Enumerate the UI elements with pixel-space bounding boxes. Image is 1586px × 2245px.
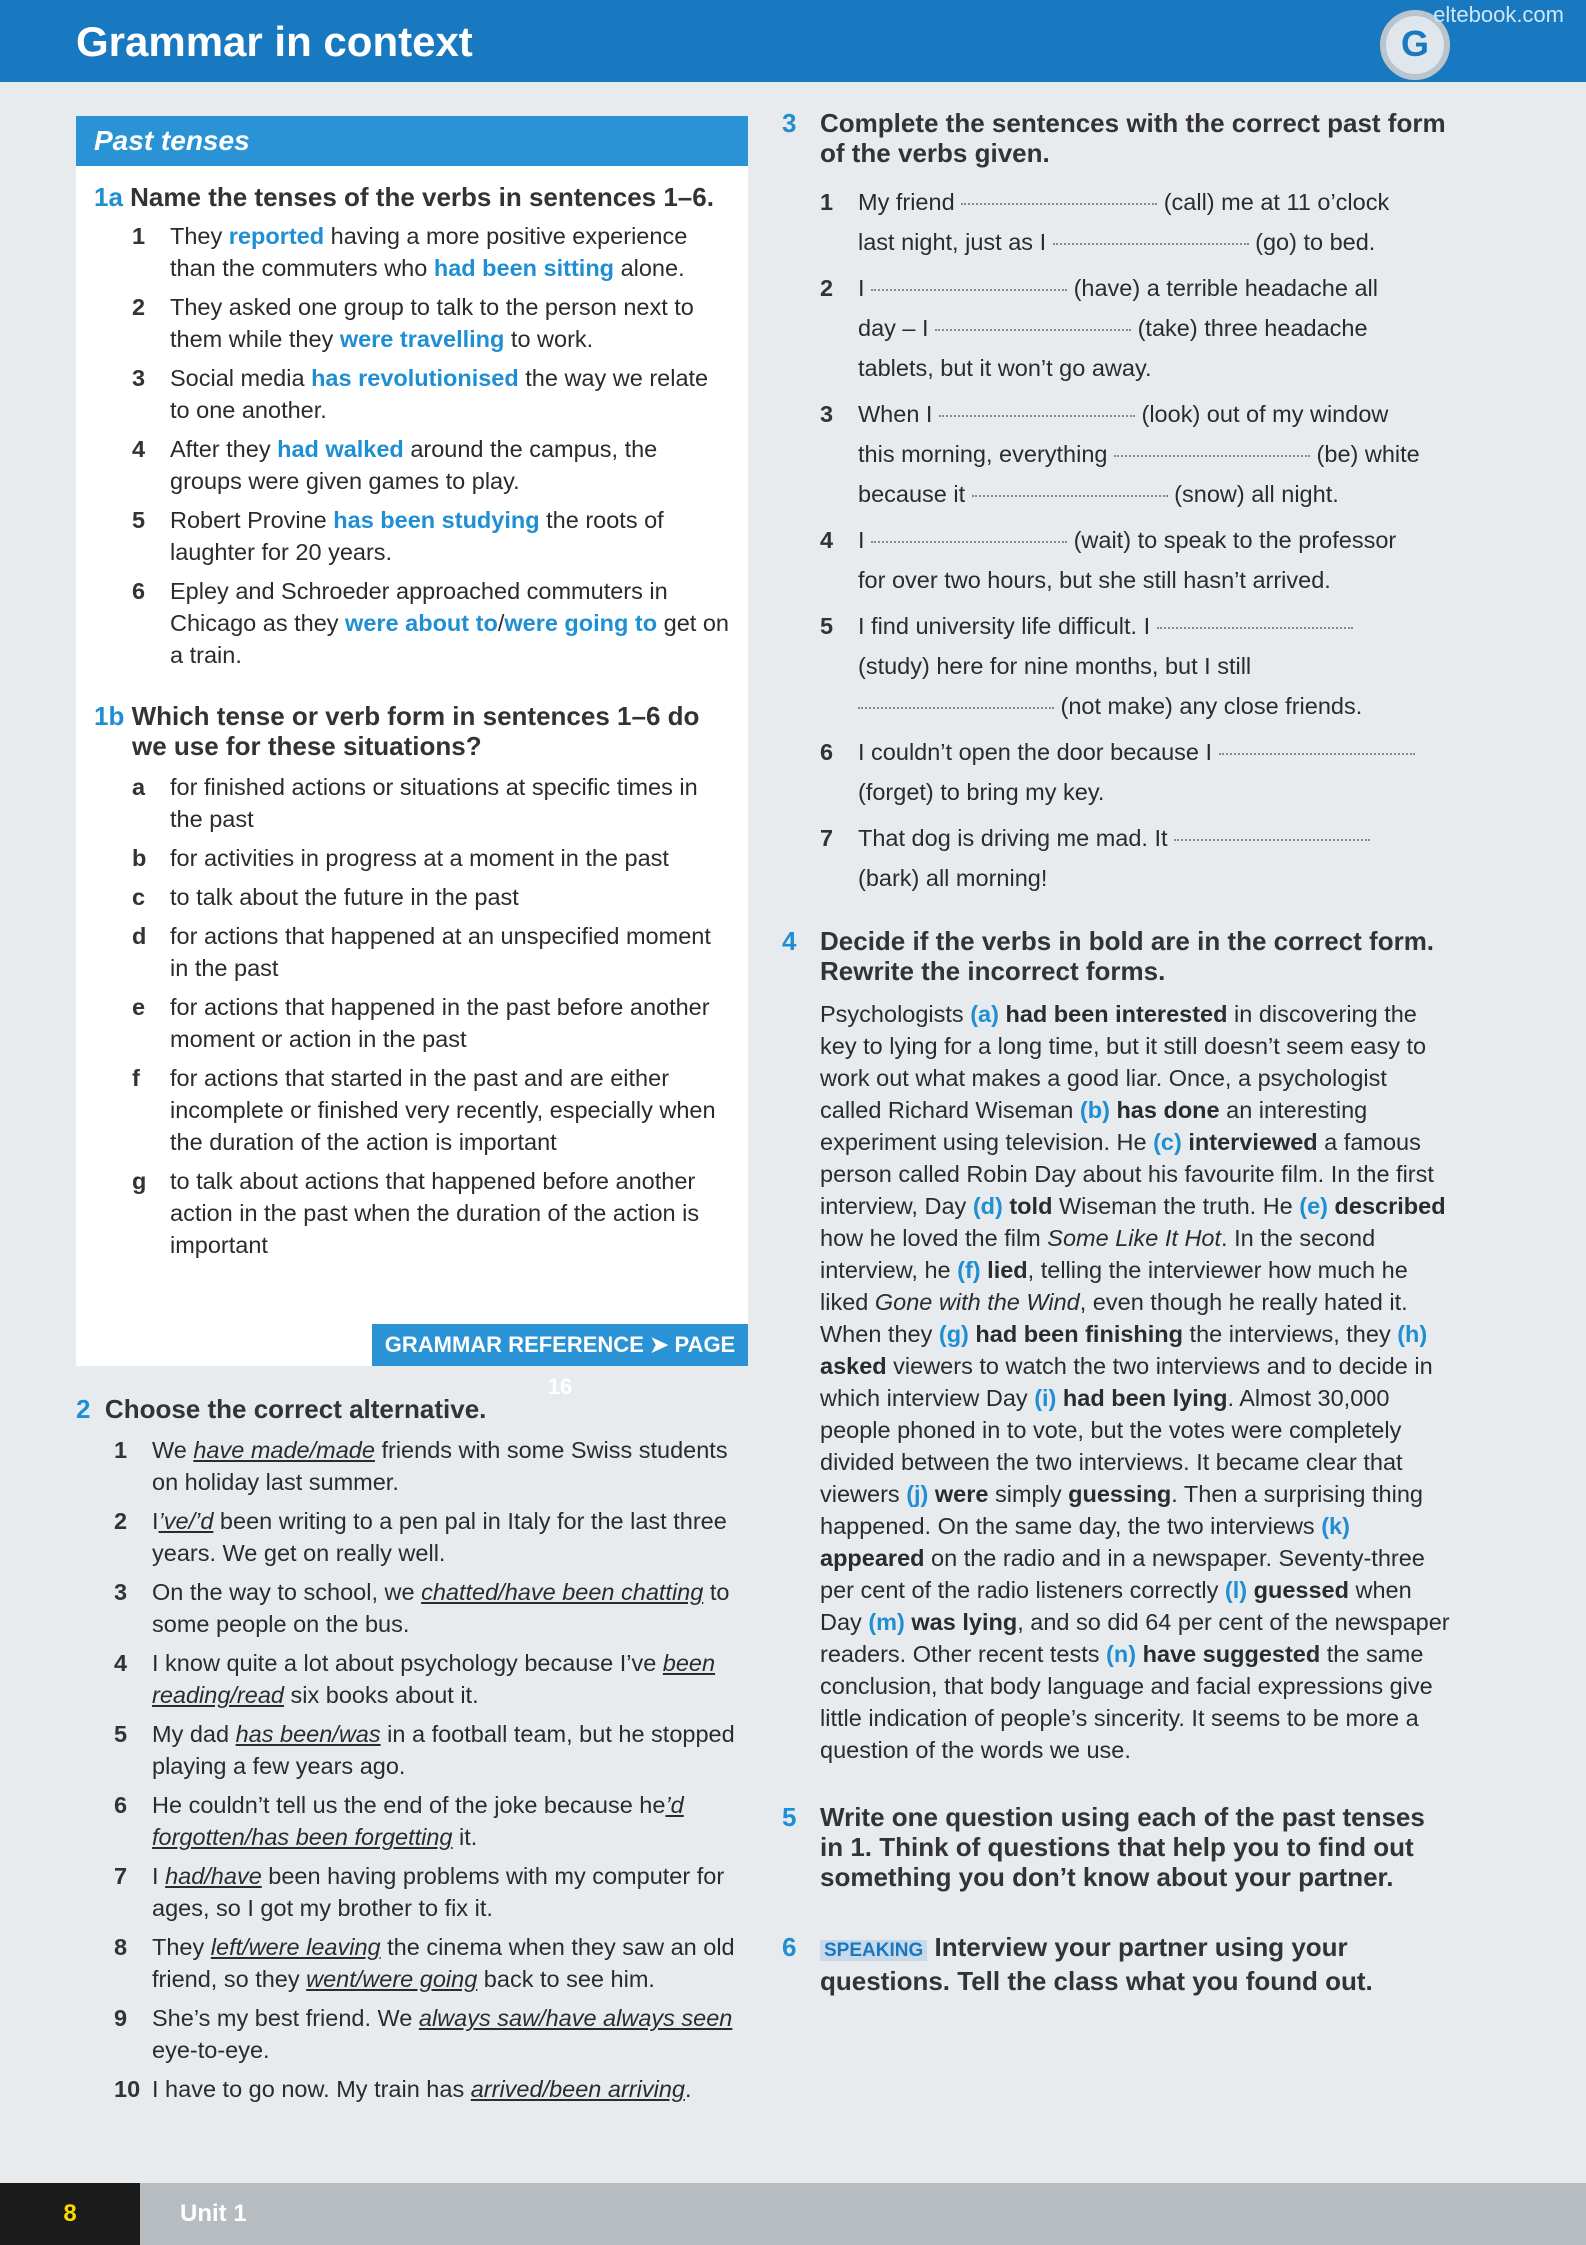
list-item: 5 I find university life difficult. I (study) here for nine months, but I still (not make) any close friends.	[820, 613, 1363, 719]
answer-blank[interactable]	[1157, 626, 1353, 629]
answer-blank[interactable]	[858, 706, 1054, 709]
exercise-1b-heading	[94, 701, 734, 761]
exercise-number: 5	[782, 1802, 797, 1832]
exercise-3-heading	[782, 108, 1450, 168]
list-item: d for actions that happened at an unspecified moment in the past	[132, 923, 711, 981]
exercise-5-heading	[782, 1802, 1450, 1892]
panel-title: Past tenses	[76, 116, 748, 166]
exercise-instruction: Which tense or verb form in sentences 1–6 do we use for these situations?	[131, 701, 700, 761]
exercise-6-heading	[782, 1932, 1450, 1996]
exercise-number: 1a	[94, 182, 123, 212]
list-item: 6 I couldn’t open the door because I (forget) to bring my key.	[820, 732, 1450, 812]
list-item: g to talk about actions that happened before another action in the past when the duration of the action is important	[132, 1168, 700, 1258]
exercise-2-heading	[76, 1394, 748, 1424]
exercise-instruction: Interview your partner using your questions. Tell the class what you found out.	[820, 1932, 1373, 1996]
past-tenses-panel	[76, 116, 748, 1399]
answer-blank[interactable]	[939, 414, 1135, 417]
exercise-1a-heading	[94, 182, 734, 212]
answer-blank[interactable]	[935, 328, 1131, 331]
speaking-badge: SPEAKING	[820, 1940, 927, 1961]
list-item: 3 On the way to school, we chatted/have been chatting to some people on the bus.	[114, 1579, 730, 1637]
list-item: 5 Robert Provine has been studying the roots of laughter for 20 years.	[132, 507, 664, 565]
list-item: 4 I (wait) to speak to the professor for over two hours, but she still hasn’t arrived.	[820, 527, 1397, 593]
list-item: 2 I’ve/’d been writing to a pen pal in Italy for the last three years. We get on really well.	[114, 1508, 727, 1566]
exercise-instruction: Write one question using each of the past tenses in 1. Think of questions that help you to find out something you don’t know about your partner.	[820, 1802, 1425, 1892]
list-item: 10 I have to go now. My train has arrived/been arriving.	[114, 2076, 692, 2102]
exercise-number: 6	[782, 1932, 797, 1962]
exercise-instruction: Decide if the verbs in bold are in the correct form. Rewrite the incorrect forms.	[820, 926, 1435, 986]
list-item: 6 Epley and Schroeder approached commuters in Chicago as they were about to/were going to get on a train.	[132, 578, 729, 668]
grammar-g-icon: G	[1380, 10, 1450, 80]
list-item: e for actions that happened in the past before another moment or action in the past	[132, 994, 710, 1052]
list-item: b for activities in progress at a moment in the past	[132, 845, 669, 871]
answer-blank[interactable]	[871, 288, 1067, 291]
answer-blank[interactable]	[871, 540, 1067, 543]
unit-label: Unit 1	[180, 2200, 247, 2227]
exercise-number: 2	[76, 1394, 91, 1424]
list-item: 7 I had/have been having problems with my computer for ages, so I got my brother to fix it.	[114, 1863, 725, 1921]
grammar-reference-link[interactable]: GRAMMAR REFERENCE ➤ PAGE 16	[372, 1324, 748, 1366]
exercise-number: 4	[782, 926, 797, 956]
list-item: 4 After they had walked around the campus, the groups were given games to play.	[132, 436, 658, 494]
list-item: 5 My dad has been/was in a football team, but he stopped playing a few years ago.	[114, 1721, 735, 1779]
page-footer	[0, 2183, 1586, 2245]
list-item: 3 Social media has revolutionised the way we relate to one another.	[132, 365, 709, 423]
exercise-number: 1b	[94, 701, 125, 731]
page-number: 8	[0, 2183, 140, 2245]
exercise-4-text: Psychologists (a) had been interested in discovering the key to lying for a long time, but it still doesn’t seem easy to work out what makes a good liar. Once, a psychologist called Richard Wiseman (b) has done an interesting experiment using television. He (c) interviewed a famous person called Robin Day about his favourite film. In the first interview, Day (d) told Wiseman the truth. He (e) described how he loved the film Some Like It Hot. In the second interview, he (f) lied, telling the interviewer how much he liked Gone with the Wind, even though he really hated it. When they (g) had been finishing the interviews, they (h) asked viewers to watch the two interviews and to decide in which interview Day (i) had been lying. Almost 30,000 people phoned in to vote, but the votes were completely divided between the two interviews. It became clear that viewers (j) were simply guessing. Then a surprising thing happened. On the same day, the two interviews (k) appeared on the radio and in a newspaper. Seventy-three per cent of the radio listeners correctly (l) guessed when Day (m) was lying, and so did 64 per cent of the newspaper readers. Other recent tests (n) have suggested the same conclusion, that body language and facial expressions give little indication of people’s sincerity. It seems to be more a question of the words we use.	[820, 1001, 1450, 1763]
list-item: f for actions that started in the past and are either incomplete or finished very recently, especially when the duration of the action is important	[132, 1065, 716, 1155]
list-item: 6 He couldn’t tell us the end of the joke because he’d forgotten/has been forgetting it.	[114, 1792, 684, 1850]
list-item: 2 I (have) a terrible headache all day – I (take) three headache tablets, but it won’t go away.	[820, 275, 1378, 381]
list-item: 7 That dog is driving me mad. It (bark) all morning!	[820, 818, 1450, 898]
page-header	[0, 0, 1586, 82]
list-item: 8 They left/were leaving the cinema when they saw an old friend, so they went/were going back to see him.	[114, 1934, 735, 1992]
page-title: Grammar in context	[76, 18, 473, 65]
list-item: a for finished actions or situations at specific times in the past	[132, 774, 698, 832]
answer-blank[interactable]	[1174, 838, 1370, 841]
list-item: 1 They reported having a more positive experience than the commuters who had been sitting alone.	[132, 223, 688, 281]
exercise-instruction: Complete the sentences with the correct past form of the verbs given.	[820, 108, 1446, 168]
list-item: 1 My friend (call) me at 11 o’clock last night, just as I (go) to bed.	[820, 189, 1390, 255]
exercise-3-items	[820, 182, 1450, 898]
exercise-2	[76, 1394, 748, 2112]
list-item: 9 She’s my best friend. We always saw/have always seen eye-to-eye.	[114, 2005, 733, 2063]
right-column	[782, 108, 1450, 1996]
list-item: 4 I know quite a lot about psychology because I’ve been reading/read six books about it.	[114, 1650, 716, 1708]
answer-blank[interactable]	[972, 494, 1168, 497]
exercise-number: 3	[782, 108, 797, 138]
answer-blank[interactable]	[1114, 454, 1310, 457]
answer-blank[interactable]	[1219, 752, 1415, 755]
list-item: 3 When I (look) out of my window this morning, everything (be) white because it (snow) all night.	[820, 401, 1420, 507]
list-item: c to talk about the future in the past	[132, 884, 519, 910]
exercise-instruction: Choose the correct alternative.	[104, 1394, 487, 1424]
watermark: eltebook.com	[1433, 2, 1564, 27]
exercise-4-heading	[782, 926, 1450, 986]
list-item: 1 We have made/made friends with some Swiss students on holiday last summer.	[114, 1437, 728, 1495]
exercise-instruction: Name the tenses of the verbs in sentences 1–6.	[130, 182, 714, 212]
answer-blank[interactable]	[1053, 242, 1249, 245]
answer-blank[interactable]	[961, 202, 1157, 205]
list-item: 2 They asked one group to talk to the person next to them while they were travelling to work.	[132, 294, 694, 352]
